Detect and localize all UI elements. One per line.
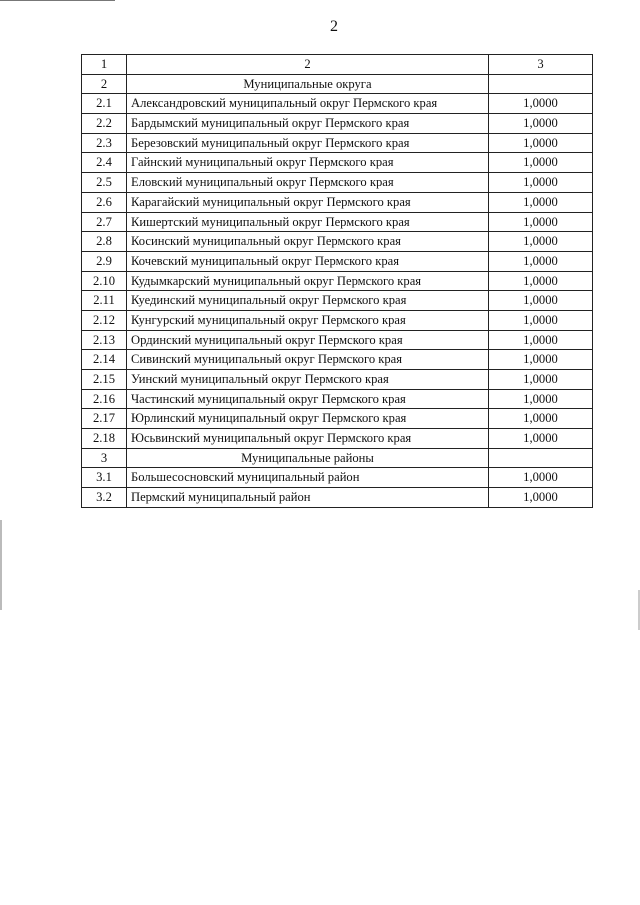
table-row xyxy=(82,212,593,232)
row-name-cell: Уинский муниципальный округ Пермского края xyxy=(127,370,489,390)
coefficient-table xyxy=(81,54,593,508)
row-number-cell: 2.6 xyxy=(82,192,127,212)
table-row xyxy=(82,291,593,311)
row-number-cell: 2.17 xyxy=(82,409,127,429)
row-number-cell: 2.7 xyxy=(82,212,127,232)
header-cell: 1 xyxy=(82,55,127,75)
row-name-cell: Большесосновский муниципальный район xyxy=(127,468,489,488)
row-value-cell xyxy=(489,74,593,94)
row-number-cell: 2.14 xyxy=(82,350,127,370)
row-name-cell: Еловский муниципальный округ Пермского края xyxy=(127,173,489,193)
row-name-cell: Косинский муниципальный округ Пермского края xyxy=(127,232,489,252)
table-row xyxy=(82,429,593,449)
table-row xyxy=(82,370,593,390)
table-row xyxy=(82,310,593,330)
table-row xyxy=(82,488,593,508)
row-name-cell: Кудымкарский муниципальный округ Пермского края xyxy=(127,271,489,291)
table-row xyxy=(82,133,593,153)
row-name-cell: Кочевский муниципальный округ Пермского края xyxy=(127,251,489,271)
row-number-cell: 2.3 xyxy=(82,133,127,153)
row-name-cell: Юрлинский муниципальный округ Пермского края xyxy=(127,409,489,429)
row-name-cell: Кишертский муниципальный округ Пермского края xyxy=(127,212,489,232)
row-value-cell: 1,0000 xyxy=(489,310,593,330)
row-name-cell: Ординский муниципальный округ Пермского края xyxy=(127,330,489,350)
table-row xyxy=(82,94,593,114)
scan-edge-mark xyxy=(0,520,2,610)
row-number-cell: 2.4 xyxy=(82,153,127,173)
table-row xyxy=(82,468,593,488)
row-number-cell: 2.15 xyxy=(82,370,127,390)
row-name-cell: Муниципальные округа xyxy=(127,74,489,94)
row-value-cell: 1,0000 xyxy=(489,153,593,173)
row-number-cell: 2 xyxy=(82,74,127,94)
row-value-cell: 1,0000 xyxy=(489,429,593,449)
header-cell: 2 xyxy=(127,55,489,75)
page-number: 2 xyxy=(330,18,338,35)
row-name-cell: Гайнский муниципальный округ Пермского края xyxy=(127,153,489,173)
row-value-cell: 1,0000 xyxy=(489,192,593,212)
row-value-cell: 1,0000 xyxy=(489,370,593,390)
row-name-cell: Муниципальные районы xyxy=(127,448,489,468)
table-row xyxy=(82,330,593,350)
row-value-cell: 1,0000 xyxy=(489,291,593,311)
header-cell: 3 xyxy=(489,55,593,75)
row-number-cell: 2.9 xyxy=(82,251,127,271)
row-number-cell: 2.18 xyxy=(82,429,127,449)
row-number-cell: 2.8 xyxy=(82,232,127,252)
table-row xyxy=(82,409,593,429)
row-name-cell: Сивинский муниципальный округ Пермского края xyxy=(127,350,489,370)
row-number-cell: 2.10 xyxy=(82,271,127,291)
row-value-cell: 1,0000 xyxy=(489,94,593,114)
section-row xyxy=(82,74,593,94)
table-row xyxy=(82,251,593,271)
section-row xyxy=(82,448,593,468)
row-name-cell: Бардымский муниципальный округ Пермского края xyxy=(127,114,489,134)
table-row xyxy=(82,271,593,291)
table-row xyxy=(82,389,593,409)
table-row xyxy=(82,153,593,173)
table-row xyxy=(82,192,593,212)
row-value-cell: 1,0000 xyxy=(489,232,593,252)
row-value-cell: 1,0000 xyxy=(489,389,593,409)
table-row xyxy=(82,173,593,193)
table-header-row xyxy=(82,55,593,75)
table-row xyxy=(82,114,593,134)
row-value-cell: 1,0000 xyxy=(489,488,593,508)
row-value-cell: 1,0000 xyxy=(489,173,593,193)
row-name-cell: Частинский муниципальный округ Пермского края xyxy=(127,389,489,409)
row-value-cell: 1,0000 xyxy=(489,330,593,350)
row-name-cell: Александровский муниципальный округ Пермского края xyxy=(127,94,489,114)
row-name-cell: Березовский муниципальный округ Пермского края xyxy=(127,133,489,153)
row-name-cell: Кунгурский муниципальный округ Пермского края xyxy=(127,310,489,330)
row-value-cell: 1,0000 xyxy=(489,114,593,134)
row-name-cell: Куединский муниципальный округ Пермского края xyxy=(127,291,489,311)
row-value-cell: 1,0000 xyxy=(489,251,593,271)
row-number-cell: 2.1 xyxy=(82,94,127,114)
row-number-cell: 3.2 xyxy=(82,488,127,508)
table-row xyxy=(82,350,593,370)
row-value-cell: 1,0000 xyxy=(489,212,593,232)
scan-edge-mark xyxy=(0,0,115,1)
row-number-cell: 2.13 xyxy=(82,330,127,350)
row-name-cell: Юсьвинский муниципальный округ Пермского края xyxy=(127,429,489,449)
row-value-cell: 1,0000 xyxy=(489,409,593,429)
row-name-cell: Карагайский муниципальный округ Пермского края xyxy=(127,192,489,212)
row-number-cell: 2.16 xyxy=(82,389,127,409)
table-row xyxy=(82,232,593,252)
row-value-cell: 1,0000 xyxy=(489,133,593,153)
row-number-cell: 2.11 xyxy=(82,291,127,311)
row-number-cell: 2.12 xyxy=(82,310,127,330)
row-value-cell: 1,0000 xyxy=(489,350,593,370)
row-value-cell: 1,0000 xyxy=(489,468,593,488)
row-name-cell: Пермский муниципальный район xyxy=(127,488,489,508)
row-value-cell xyxy=(489,448,593,468)
row-number-cell: 2.5 xyxy=(82,173,127,193)
row-number-cell: 3 xyxy=(82,448,127,468)
row-number-cell: 2.2 xyxy=(82,114,127,134)
row-number-cell: 3.1 xyxy=(82,468,127,488)
row-value-cell: 1,0000 xyxy=(489,271,593,291)
